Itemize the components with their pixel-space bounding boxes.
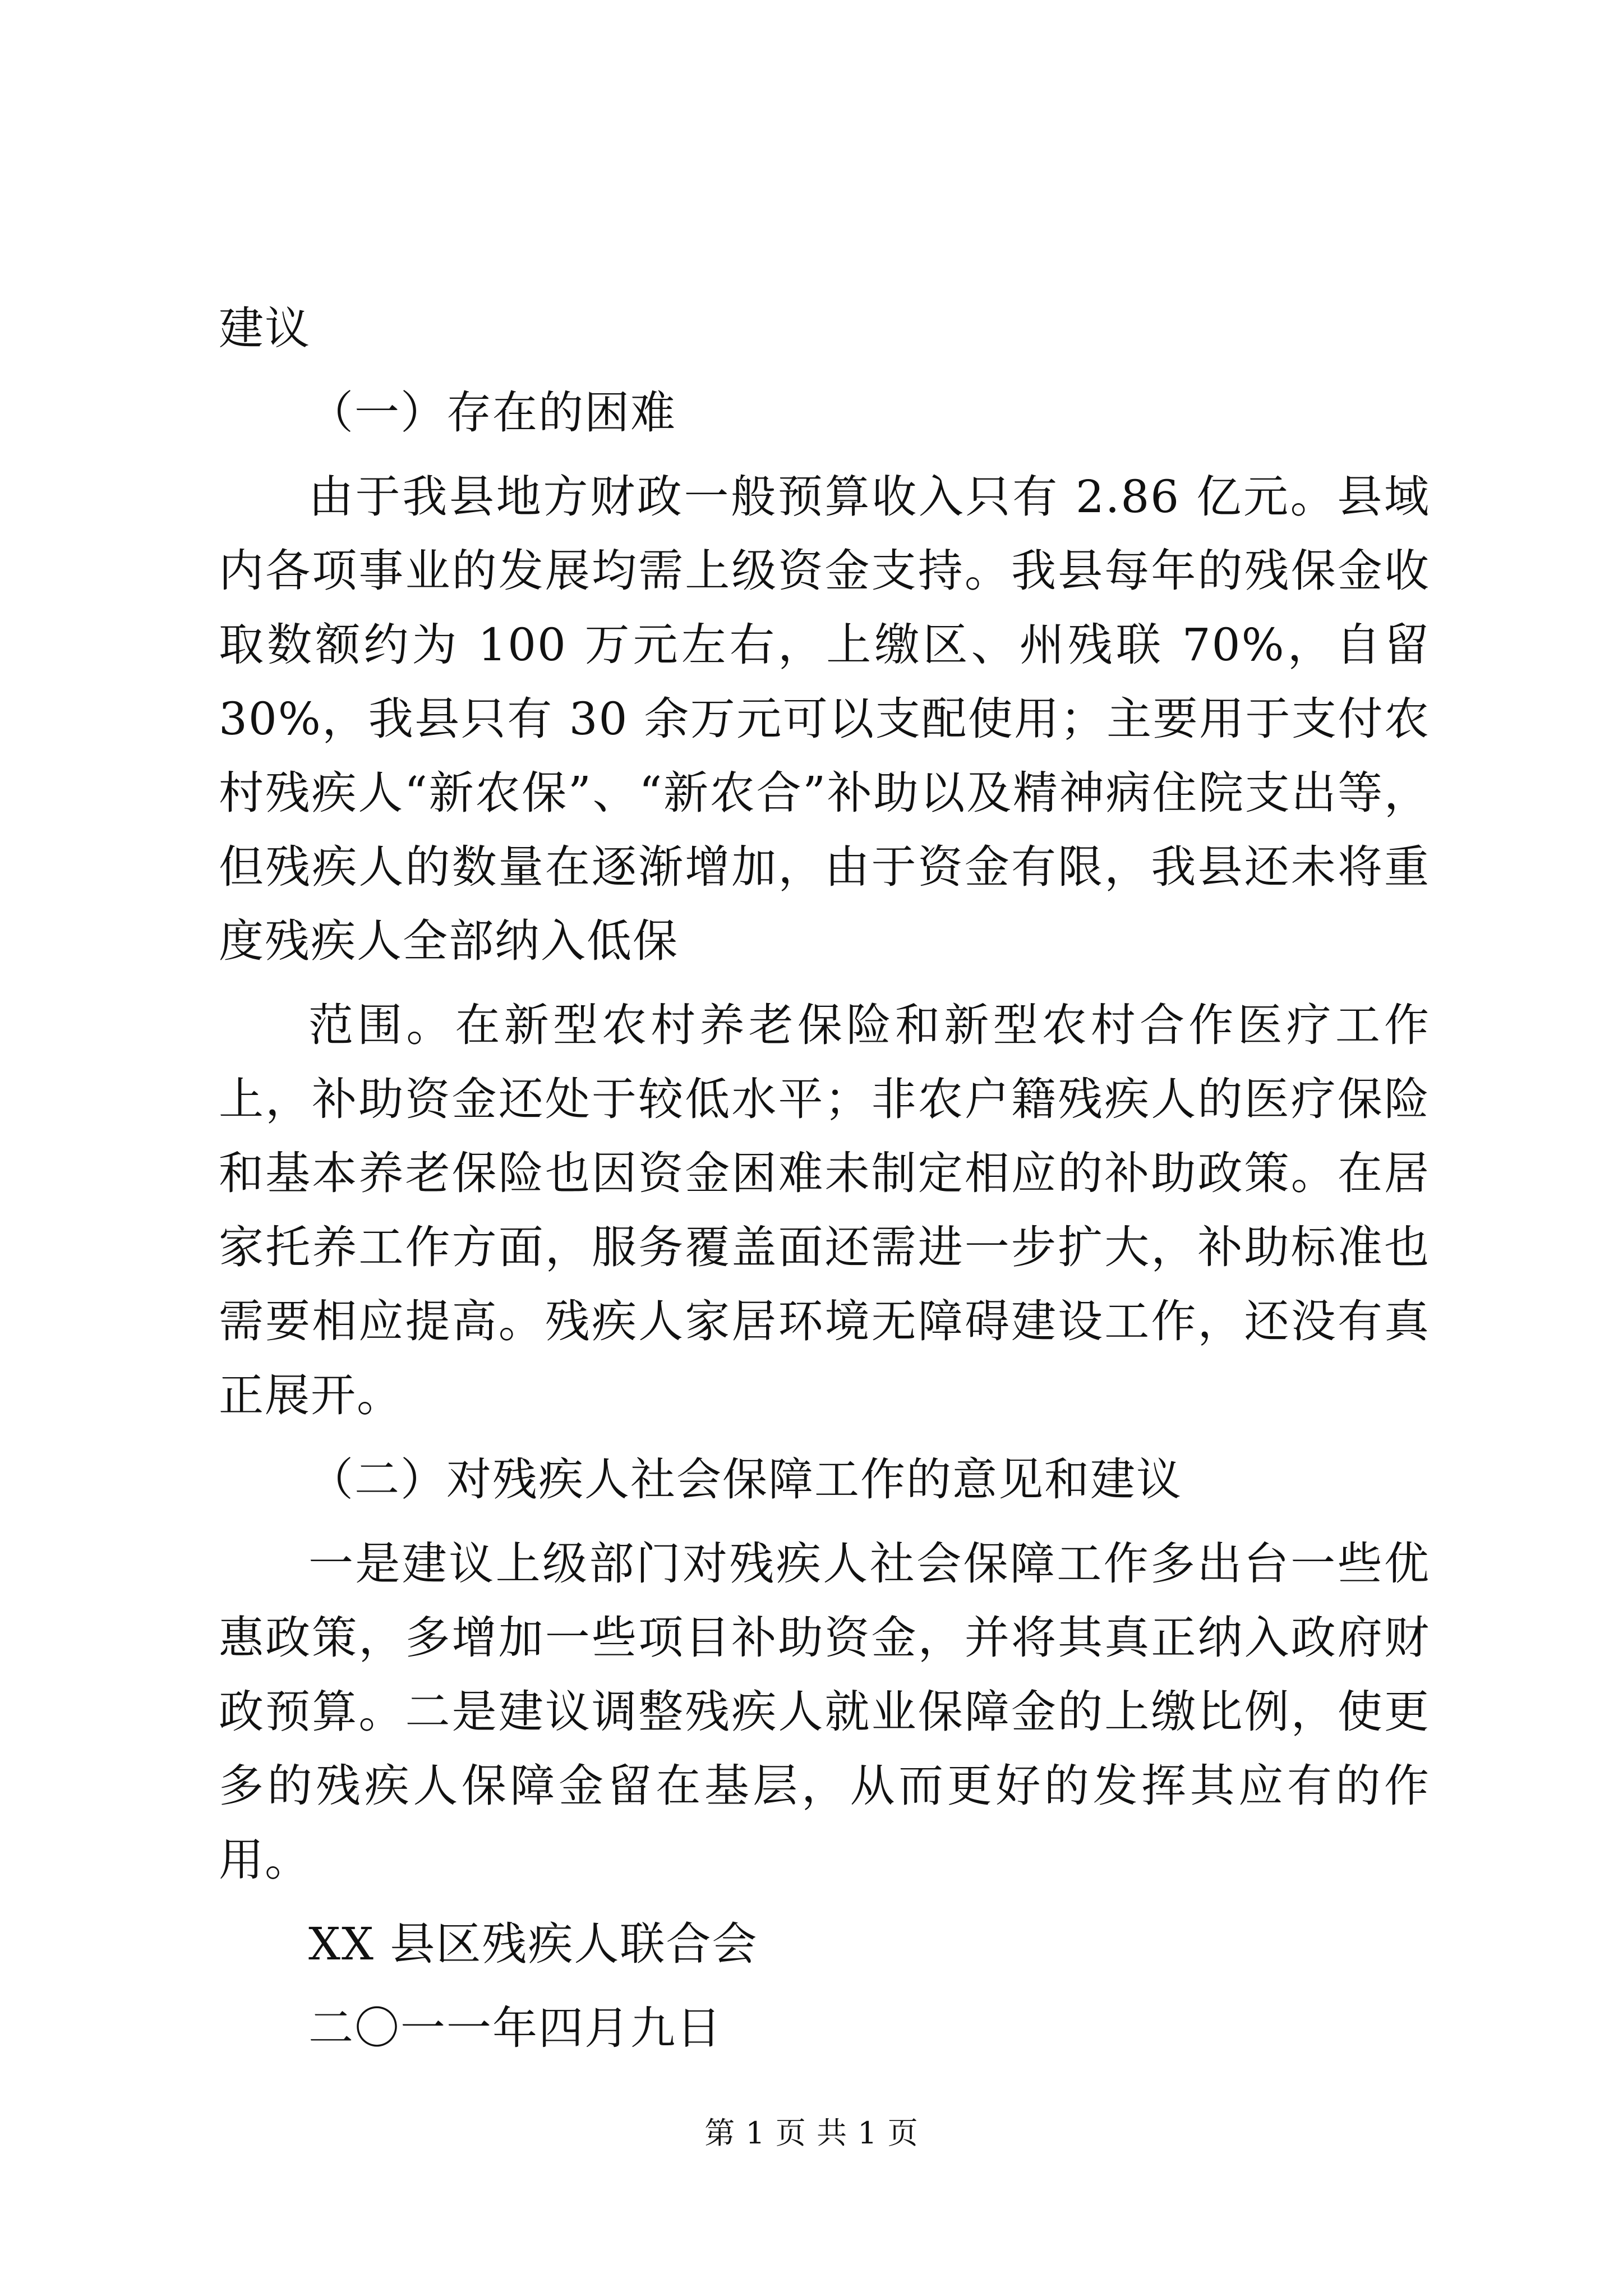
heading-fragment: 建议 <box>219 302 311 355</box>
document-body <box>219 292 1430 2076</box>
page-number-footer: 第 1 页 共 1 页 <box>704 2115 919 2151</box>
section-heading-difficulties: （一）存在的困难 <box>308 386 676 439</box>
paragraph-coverage: 范围。在新型农村养老保险和新型农村合作医疗工作上，补助资金还处于较低水平；非农户籍残疾人的医疗保险和基本养老保险也因资金困难未制定相应的补助政策。在居家托养工作方面，服务覆盖面还需进一步扩大，补助标准也需要相应提高。残疾人家居环境无障碍建设工作，还没有真正展开。 <box>219 999 1430 1421</box>
signature-date: 二〇一一年四月九日 <box>308 2002 722 2054</box>
signature-organization: XX 县区残疾人联合会 <box>308 1918 758 1970</box>
section-heading-suggestions: （二）对残疾人社会保障工作的意见和建议 <box>308 1453 1182 1506</box>
paragraph-suggestions: 一是建议上级部门对残疾人社会保障工作多出台一些优惠政策，多增加一些项目补助资金，并将其真正纳入政府财政预算。二是建议调整残疾人就业保障金的上缴比例，使更多的残疾人保障金留在基层，从而更好的发挥其应有的作用。 <box>219 1538 1430 1886</box>
paragraph-funding: 由于我县地方财政一般预算收入只有 2.86 亿元。县域内各项事业的发展均需上级资金支持。我县每年的残保金收取数额约为 100 万元左右，上缴区、州残联 70%，自留 30%，我县只有 30 余万元可以支配使用；主要用于支付农村残疾人“新农保”、“新农合”补助以及精神病住院支出等，但残疾人的数量在逐渐增加，由于资金有限，我县还未将重度残疾人全部纳入低保 <box>219 471 1430 967</box>
